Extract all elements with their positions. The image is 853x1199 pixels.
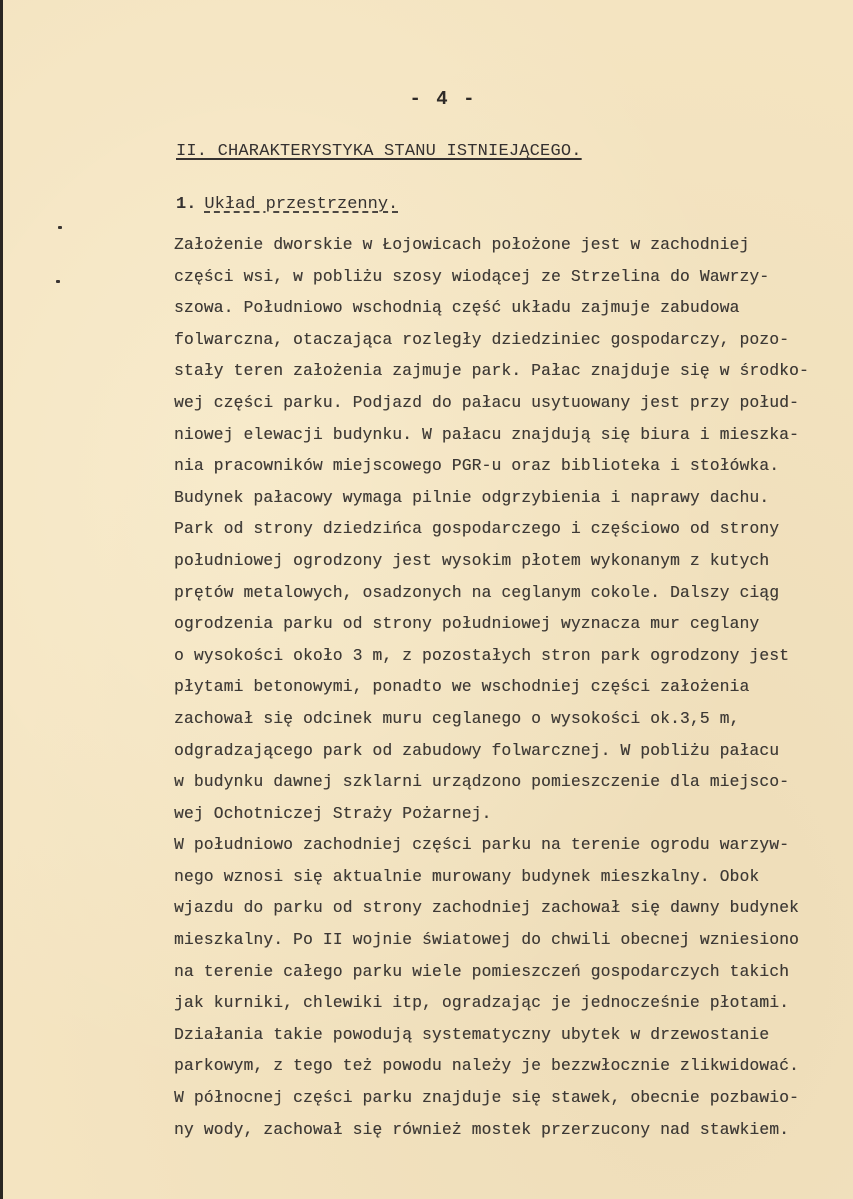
text-line: Budynek pałacowy wymaga pilnie odgrzybienia i naprawy dachu. xyxy=(174,487,770,507)
text-line: jak kurniki, chlewiki itp, ogradzając je jednocześnie płotami. xyxy=(174,993,790,1013)
text-line: parkowym, z tego też powodu należy je bezzwłocznie zlikwidować. xyxy=(174,1056,799,1076)
subsection-number: 1. xyxy=(176,195,197,214)
text-line: odgradzającego park od zabudowy folwarcznej. W pobliżu pałacu xyxy=(174,740,780,760)
text-line: wjazdu do parku od strony zachodniej zachował się dawny budynek xyxy=(174,898,799,918)
text-line: nego wznosi się aktualnie murowany budynek mieszkalny. Obok xyxy=(174,866,760,886)
text-line: szowa. Południowo wschodnią część układu zajmuje zabudowa xyxy=(174,298,740,318)
text-line: zachował się odcinek muru ceglanego o wysokości ok.3,5 m, xyxy=(174,708,740,728)
margin-mark xyxy=(56,280,60,283)
text-line: stały teren założenia zajmuje park. Pałac znajduje się w środko- xyxy=(174,361,809,381)
text-line: niowej elewacji budynku. W pałacu znajdują się biura i mieszka- xyxy=(174,424,799,444)
text-line: ogrodzenia parku od strony południowej wyznacza mur ceglany xyxy=(174,614,760,634)
text-line: ny wody, zachował się również mostek przerzucony nad stawkiem. xyxy=(174,1119,790,1139)
text-line: w budynku dawnej szklarni urządzono pomieszczenie dla miejsco- xyxy=(174,772,790,792)
text-line: nia pracowników miejscowego PGR-u oraz biblioteka i stołówka. xyxy=(174,456,780,476)
text-line: Założenie dworskie w Łojowicach położone jest w zachodniej xyxy=(174,235,750,254)
subsection-title: Układ przestrzenny. xyxy=(204,195,399,214)
text-line: prętów metalowych, osadzonych na ceglanym cokole. Dalszy ciąg xyxy=(174,582,780,602)
text-line: o wysokości około 3 m, z pozostałych stron park ogrodzony jest xyxy=(174,645,790,665)
text-line: części wsi, w pobliżu szosy wiodącej ze Strzelina do Wawrzy- xyxy=(174,266,770,286)
text-line: W południowo zachodniej części parku na terenie ogrodu warzyw- xyxy=(174,835,790,855)
scan-edge xyxy=(0,0,3,1199)
text-line: mieszkalny. Po II wojnie światowej do chwili obecnej wzniesiono xyxy=(174,930,799,950)
text-line: Park od strony dziedzińca gospodarczego i częściowo od strony xyxy=(174,519,780,539)
text-line: wej Ochotniczej Straży Pożarnej. xyxy=(174,803,492,823)
text-line: wej części parku. Podjazd do pałacu usytuowany jest przy połud- xyxy=(174,392,799,412)
text-line: południowej ogrodzony jest wysokim płotem wykonanym z kutych xyxy=(174,550,770,570)
text-line: W północnej części parku znajduje się stawek, obecnie pozbawio- xyxy=(174,1088,799,1108)
section-title: II. CHARAKTERYSTYKA STANU ISTNIEJĄCEGO. xyxy=(176,142,582,161)
text-line: na terenie całego parku wiele pomieszczeń gospodarczych takich xyxy=(174,961,790,981)
subsection-heading xyxy=(176,195,398,214)
margin-mark xyxy=(58,226,62,229)
text-line: folwarczna, otaczająca rozległy dziedziniec gospodarczy, pozo- xyxy=(174,329,790,349)
text-line: Działania takie powodują systematyczny ubytek w drzewostanie xyxy=(174,1024,770,1044)
text-line: płytami betonowymi, ponadto we wschodniej części założenia xyxy=(174,677,750,697)
body-text xyxy=(174,229,824,1145)
page-number: - 4 - xyxy=(409,88,477,110)
